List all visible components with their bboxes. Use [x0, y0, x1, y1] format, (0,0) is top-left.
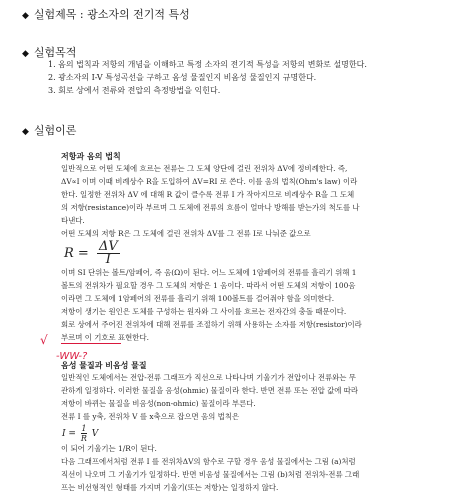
paragraph-line: 의 저항(resistance)이라 부르며 그 도체에 전류의 흐름이 얼마나 방해를 받는가의 척도를 나: [61, 203, 360, 212]
paragraph-line: 이 되어 기울기는 1/R이 된다.: [61, 444, 157, 453]
ohmic-heading: 옴성 물질과 비옴성 물질: [61, 360, 147, 370]
paragraph-line: 일반적인 도체에서는 전압-전류 그래프가 직선으로 나타나며 기울기가 전압이나 전류와는 무: [61, 373, 356, 382]
fraction: $\frac{\Delta V}{I}$: [98, 239, 118, 267]
resistor-symbol-sketch: -WW-?: [56, 351, 88, 362]
experiment-title: ◆ 실험제목 : 광소자의 전기적 특성: [22, 8, 190, 21]
diamond-bullet-icon: ◆: [22, 49, 29, 59]
resistance-formula: R = $\frac{\Delta V}{I}$: [64, 239, 118, 267]
purpose-item: 1. 옴의 법칙과 저항의 개념을 이해하고 특정 소자의 전기적 특성을 저항의 변화로 설명한다.: [48, 60, 367, 69]
paragraph-line: 부르며 이 기호로 표현한다.: [61, 333, 149, 342]
paragraph-line: 관하게 일정하다. 이러한 물질을 옴성(ohmic) 물질이라 한다. 반면 전류 또는 전압 값에 따라: [61, 386, 358, 395]
paragraph-line: 한다. 일정한 전위차 ΔV 에 대해 R 값이 클수록 전류 I 가 작아지므로 비례상수 R을 그 도체: [61, 190, 355, 199]
paragraph-line: 저항이 바뀌는 물질을 비옴성(non-ohmic) 물질이라 부른다.: [61, 399, 256, 408]
diamond-bullet-icon: ◆: [22, 11, 29, 21]
paragraph-line: 이라면 그 도체에 1암페어의 전류를 흘리기 위해 100볼트를 걸어줘야 함을 의미한다.: [61, 294, 335, 303]
fraction: $\frac{1}{R}$: [80, 424, 87, 443]
paragraph-line: 타낸다.: [61, 216, 85, 225]
paragraph-line: 회로 상에서 주어진 전위차에 대해 전류를 조절하기 위해 사용하는 소자를 저항(resistor)이라: [61, 320, 362, 329]
handwritten-annotation: [40, 332, 180, 362]
purpose-item: 3. 회로 상에서 전류와 전압의 측정방법을 익힌다.: [48, 86, 221, 95]
paragraph-line: ΔV∝I 이며 이때 비례상수 R을 도입하여 ΔV=RI 로 쓴다. 이를 옴의 법칙(Ohm's law) 이라: [61, 177, 358, 186]
paragraph-line: 볼트의 전위차가 필요할 경우 그 도체의 저항은 1 옴이다. 따라서 어떤 도체의 저항이 100옴: [61, 281, 356, 290]
theory-heading: ◆ 실험이론: [22, 124, 77, 137]
ohm-law-heading: 저항과 옴의 법칙: [61, 151, 121, 161]
diamond-bullet-icon: ◆: [22, 127, 29, 137]
paragraph-line: 일반적으로 어떤 도체에 흐르는 전류는 그 도체 양단에 걸린 전위차 ΔV에 정비례한다. 즉,: [61, 164, 348, 173]
paragraph-line: 어떤 도체의 저항 R은 그 도체에 걸린 전위차 ΔV를 그 전류 I로 나눠준 값으로: [61, 229, 311, 238]
paragraph-line: 직선이 나오며 그 기울기가 일정하다. 반면 비옴성 물질에서는 그림 (b)처럼 전위차-전류 그래: [61, 470, 360, 479]
paragraph-line: 전류 I 를 y축, 전위차 V 를 x축으로 잡으면 옴의 법칙은: [61, 412, 240, 421]
purpose-heading: ◆ 실험목적: [22, 46, 77, 59]
paragraph-line: 프는 비선형적인 형태를 가지며 기울기(또는 저항)는 일정하지 않다.: [61, 483, 279, 492]
check-mark-icon: √: [40, 333, 48, 347]
paragraph-line: 다음 그래프에서처럼 전류 I 를 전위차ΔV의 함수로 구할 경우 옴성 물질에서는 그림 (a)처럼: [61, 457, 356, 466]
paragraph-line: 이며 SI 단위는 볼트/암페어, 즉 옴(Ω)이 된다. 어느 도체에 1암페어의 전류를 흘리기 위해 1: [61, 268, 357, 277]
purpose-item: 2. 광소자의 I-V 특성곡선을 구하고 옴성 물질인지 비옴성 물질인지 규명한다.: [48, 73, 317, 82]
current-formula: I = $\frac{1}{R}$ V: [62, 424, 99, 443]
paragraph-line: 저항이 생기는 원인은 도체를 구성하는 원자와 그 사이를 흐르는 전자간의 충돌 때문이다.: [61, 307, 347, 316]
